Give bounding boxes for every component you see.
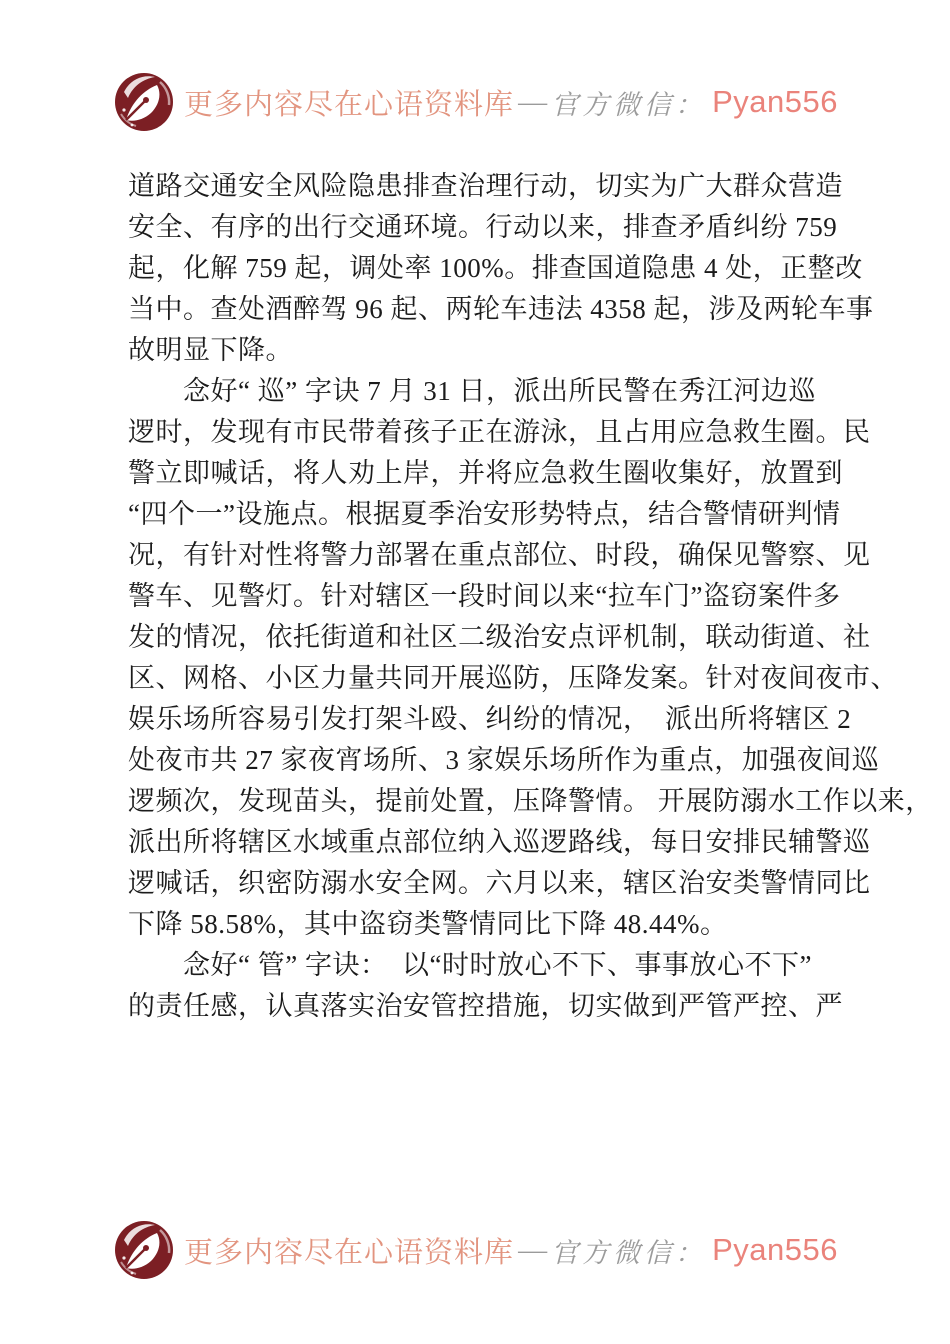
text-line: 当中。查处酒醉驾 96 起、两轮车违法 4358 起，涉及两轮车事 bbox=[128, 294, 874, 324]
text-line: 起，化解 759 起，调处率 100%。排查国道隐患 4 处，正整改 bbox=[128, 253, 863, 283]
pen-nib-seal-icon bbox=[112, 70, 176, 134]
wechat-label: 官方微信： bbox=[551, 1237, 707, 1268]
text-line: 区、网格、小区力量共同开展巡防，压降发案。针对夜间夜市、 bbox=[128, 663, 898, 693]
text-line: 道路交通安全风险隐患排查治理行动，切实为广大群众营造 bbox=[128, 171, 843, 201]
wechat-account: Pyan556 bbox=[712, 1232, 838, 1267]
wechat-label: 官方微信： bbox=[551, 89, 707, 120]
text-line: 发的情况，依托街道和社区二级治安点评机制，联动街道、社 bbox=[128, 622, 871, 652]
watermark-text: 更多内容尽在心语资料库 bbox=[184, 88, 515, 121]
text-line: 警立即喊话，将人劝上岸，并将应急救生圈收集好，放置到 bbox=[128, 458, 843, 488]
text-line: 况，有针对性将警力部署在重点部位、时段，确保见警察、见 bbox=[128, 540, 871, 570]
document-body bbox=[128, 166, 933, 1027]
watermark-text: 更多内容尽在心语资料库 bbox=[184, 1236, 515, 1269]
text-line: 派出所将辖区水域重点部位纳入巡逻路线，每日安排民辅警巡 bbox=[128, 827, 871, 857]
text-line: 的责任感，认真落实治安管控措施，切实做到严管严控、严 bbox=[128, 991, 843, 1021]
text-line: 安全、有序的出行交通环境。行动以来，排查矛盾纠纷 759 bbox=[128, 212, 838, 242]
pen-nib-seal-icon bbox=[112, 1218, 176, 1282]
text-line: “四个一”设施点。根据夏季治安形势特点，结合警情研判情 bbox=[128, 499, 841, 529]
text-line: 念好“ 管” 字诀： 以“时时放心不下、事事放心不下” bbox=[128, 950, 812, 980]
footer-watermark bbox=[0, 1216, 950, 1284]
wechat-account: Pyan556 bbox=[712, 84, 838, 119]
text-line: 逻时，发现有市民带着孩子正在游泳，且占用应急救生圈。民 bbox=[128, 417, 871, 447]
text-line: 下降 58.58%，其中盗窃类警情同比下降 48.44%。 bbox=[128, 909, 728, 939]
text-line: 娱乐场所容易引发打架斗殴、纠纷的情况， 派出所将辖区 2 bbox=[128, 704, 852, 734]
text-line: 警车、见警灯。针对辖区一段时间以来“拉车门”盗窃案件多 bbox=[128, 581, 841, 611]
text-line: 处夜市共 27 家夜宵场所、3 家娱乐场所作为重点，加强夜间巡 bbox=[128, 745, 880, 775]
text-line: 念好“ 巡” 字诀 7 月 31 日，派出所民警在秀江河边巡 bbox=[128, 376, 816, 406]
header-watermark bbox=[0, 68, 950, 136]
text-line: 故明显下降。 bbox=[128, 335, 293, 365]
text-line: 逻频次，发现苗头，提前处置，压降警情。 开展防溺水工作以来， bbox=[128, 786, 933, 816]
watermark-dash: — bbox=[518, 1233, 548, 1266]
text-line: 逻喊话，织密防溺水安全网。六月以来，辖区治安类警情同比 bbox=[128, 868, 871, 898]
watermark-dash: — bbox=[518, 85, 548, 118]
